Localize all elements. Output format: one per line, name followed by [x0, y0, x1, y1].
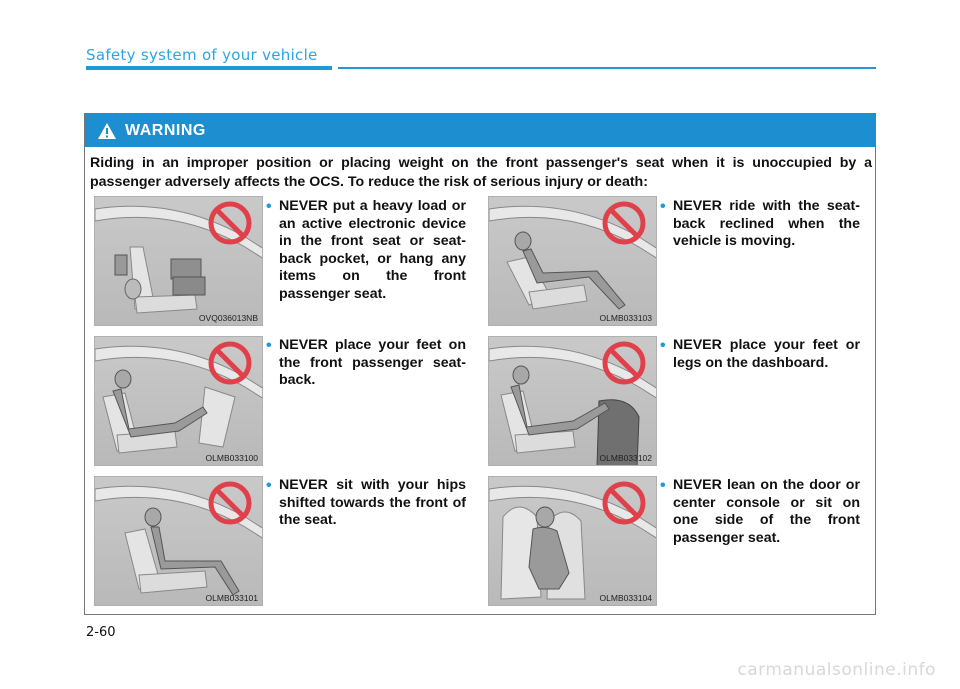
warning-item-text: NEVER sit with your hips shifted towards the front of the seat. — [279, 477, 466, 528]
image-code: OLMB033101 — [205, 593, 258, 603]
header-rule-thin — [338, 67, 876, 69]
warning-item-feet-dashboard — [660, 337, 860, 372]
illustration-hips-forward — [94, 476, 263, 606]
warning-triangle-icon — [97, 122, 117, 140]
prohibition-icon — [208, 481, 252, 525]
image-code: OVQ036013NB — [198, 313, 258, 323]
bullet-icon: • — [660, 477, 666, 494]
prohibition-icon — [208, 201, 252, 245]
section-title: Safety system of your vehicle — [86, 46, 318, 64]
warning-item-feet-seatback — [266, 337, 466, 390]
page-number: 2-60 — [86, 625, 116, 640]
warning-item-text: NEVER place your feet on the front passenger seat-back. — [279, 337, 466, 388]
illustration-heavy-load — [94, 196, 263, 326]
bullet-icon: • — [660, 198, 666, 215]
image-code: OLMB033100 — [205, 453, 258, 463]
warning-header — [85, 114, 875, 147]
illustration-reclined — [488, 196, 657, 326]
bullet-icon: • — [266, 477, 272, 494]
prohibition-icon — [208, 341, 252, 385]
warning-item-hips-forward — [266, 477, 466, 530]
illustration-feet-seatback — [94, 336, 263, 466]
warning-title: WARNING — [125, 121, 206, 139]
bullet-icon: • — [266, 337, 272, 354]
warning-intro: Riding in an improper position or placing weight on the front passenger's seat when it is unoccupied by a passenger adversely affects the OCS. To reduce the risk of serious injury or death: — [90, 155, 872, 190]
image-code: OLMB033103 — [599, 313, 652, 323]
warning-item-leaning — [660, 477, 860, 547]
warning-item-text: NEVER ride with the seat-back reclined when the vehicle is moving. — [673, 198, 860, 249]
watermark: carmanualsonline.info — [737, 660, 936, 680]
bullet-icon: • — [266, 198, 272, 215]
header-rule-thick — [86, 66, 332, 70]
warning-item-reclined — [660, 198, 860, 251]
illustration-leaning — [488, 476, 657, 606]
prohibition-icon — [602, 481, 646, 525]
prohibition-icon — [602, 201, 646, 245]
bullet-icon: • — [660, 337, 666, 354]
illustration-feet-dashboard — [488, 336, 657, 466]
warning-item-heavy-load — [266, 198, 466, 303]
image-code: OLMB033104 — [599, 593, 652, 603]
warning-item-text: NEVER put a heavy load or an active electronic device in the front seat or seat-back pocket, or hang any items on the front passenger seat. — [279, 198, 466, 302]
warning-item-text: NEVER lean on the door or center console or sit on one side of the front passenger seat. — [673, 477, 860, 546]
image-code: OLMB033102 — [599, 453, 652, 463]
prohibition-icon — [602, 341, 646, 385]
warning-item-text: NEVER place your feet or legs on the dashboard. — [673, 337, 860, 371]
